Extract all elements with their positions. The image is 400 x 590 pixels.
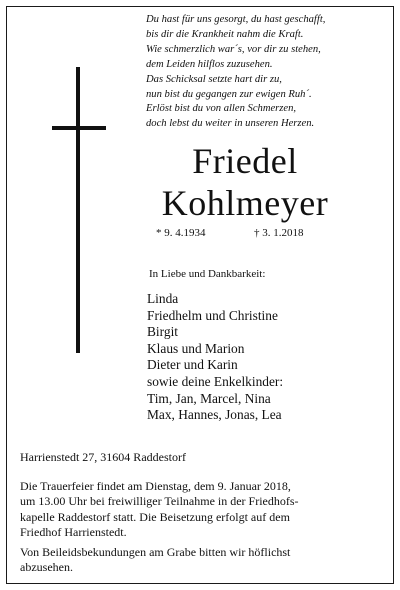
cross-vertical-bar <box>76 67 80 353</box>
poem-line: nun bist du gegangen zur ewigen Ruh´. <box>146 88 312 100</box>
cross-horizontal-bar <box>52 126 106 130</box>
death-date: † 3. 1.2018 <box>254 227 304 239</box>
deceased-last-name: Kohlmeyer <box>161 183 329 223</box>
deceased-first-name: Friedel <box>192 141 298 181</box>
memorial-poem <box>146 13 386 132</box>
mourner-entry: Klaus und Marion <box>147 340 245 356</box>
poem-line: dem Leiden hilflos zuzusehen. <box>146 58 273 70</box>
poem-line: doch lebst du weiter in unseren Herzen. <box>146 118 315 130</box>
mourners-intro: In Liebe und Dankbarkeit: <box>149 268 266 280</box>
mourner-entry: Linda <box>147 291 179 306</box>
mourner-entry: Max, Hannes, Jonas, Lea <box>147 407 282 423</box>
mourner-entry: Tim, Jan, Marcel, Nina <box>147 390 271 406</box>
mourner-entry: sowie deine Enkelkinder: <box>147 373 284 389</box>
mourner-entry: Dieter und Karin <box>147 357 238 373</box>
family-address: Harrienstedt 27, 31604 Raddestorf <box>20 450 186 464</box>
mourner-entry: Birgit <box>147 324 179 340</box>
birth-date: * 9. 4.1934 <box>156 227 206 239</box>
ceremony-line: kapelle Raddestorf statt. Die Beisetzung erfolgt auf dem <box>20 509 290 524</box>
ceremony-line: Die Trauerfeier findet am Dienstag, dem 9. Januar 2018, <box>20 479 291 493</box>
poem-line: bis dir die Krankheit nahm die Kraft. <box>146 28 304 40</box>
request-line: abzusehen. <box>20 560 73 575</box>
ceremony-line: um 13.00 Uhr bei freiwilliger Teilnahme in der Friedhofs- <box>20 494 299 509</box>
mourner-entry: Friedhelm und Christine <box>147 307 278 323</box>
poem-line: Wie schmerzlich war´s, vor dir zu stehen, <box>146 43 321 55</box>
mourners-list <box>147 291 283 424</box>
condolence-request <box>20 545 290 576</box>
poem-line: Du hast für uns gesorgt, du hast geschafft, <box>146 14 326 25</box>
ceremony-line: Friedhof Harrienstedt. <box>20 525 127 540</box>
funeral-ceremony-info <box>20 479 380 541</box>
request-line: Von Beileidsbekundungen am Grabe bitten wir höflichst <box>20 545 291 559</box>
poem-line: Das Schicksal setzte hart dir zu, <box>146 73 282 85</box>
poem-line: Erlöst bist du von allen Schmerzen, <box>146 103 297 115</box>
